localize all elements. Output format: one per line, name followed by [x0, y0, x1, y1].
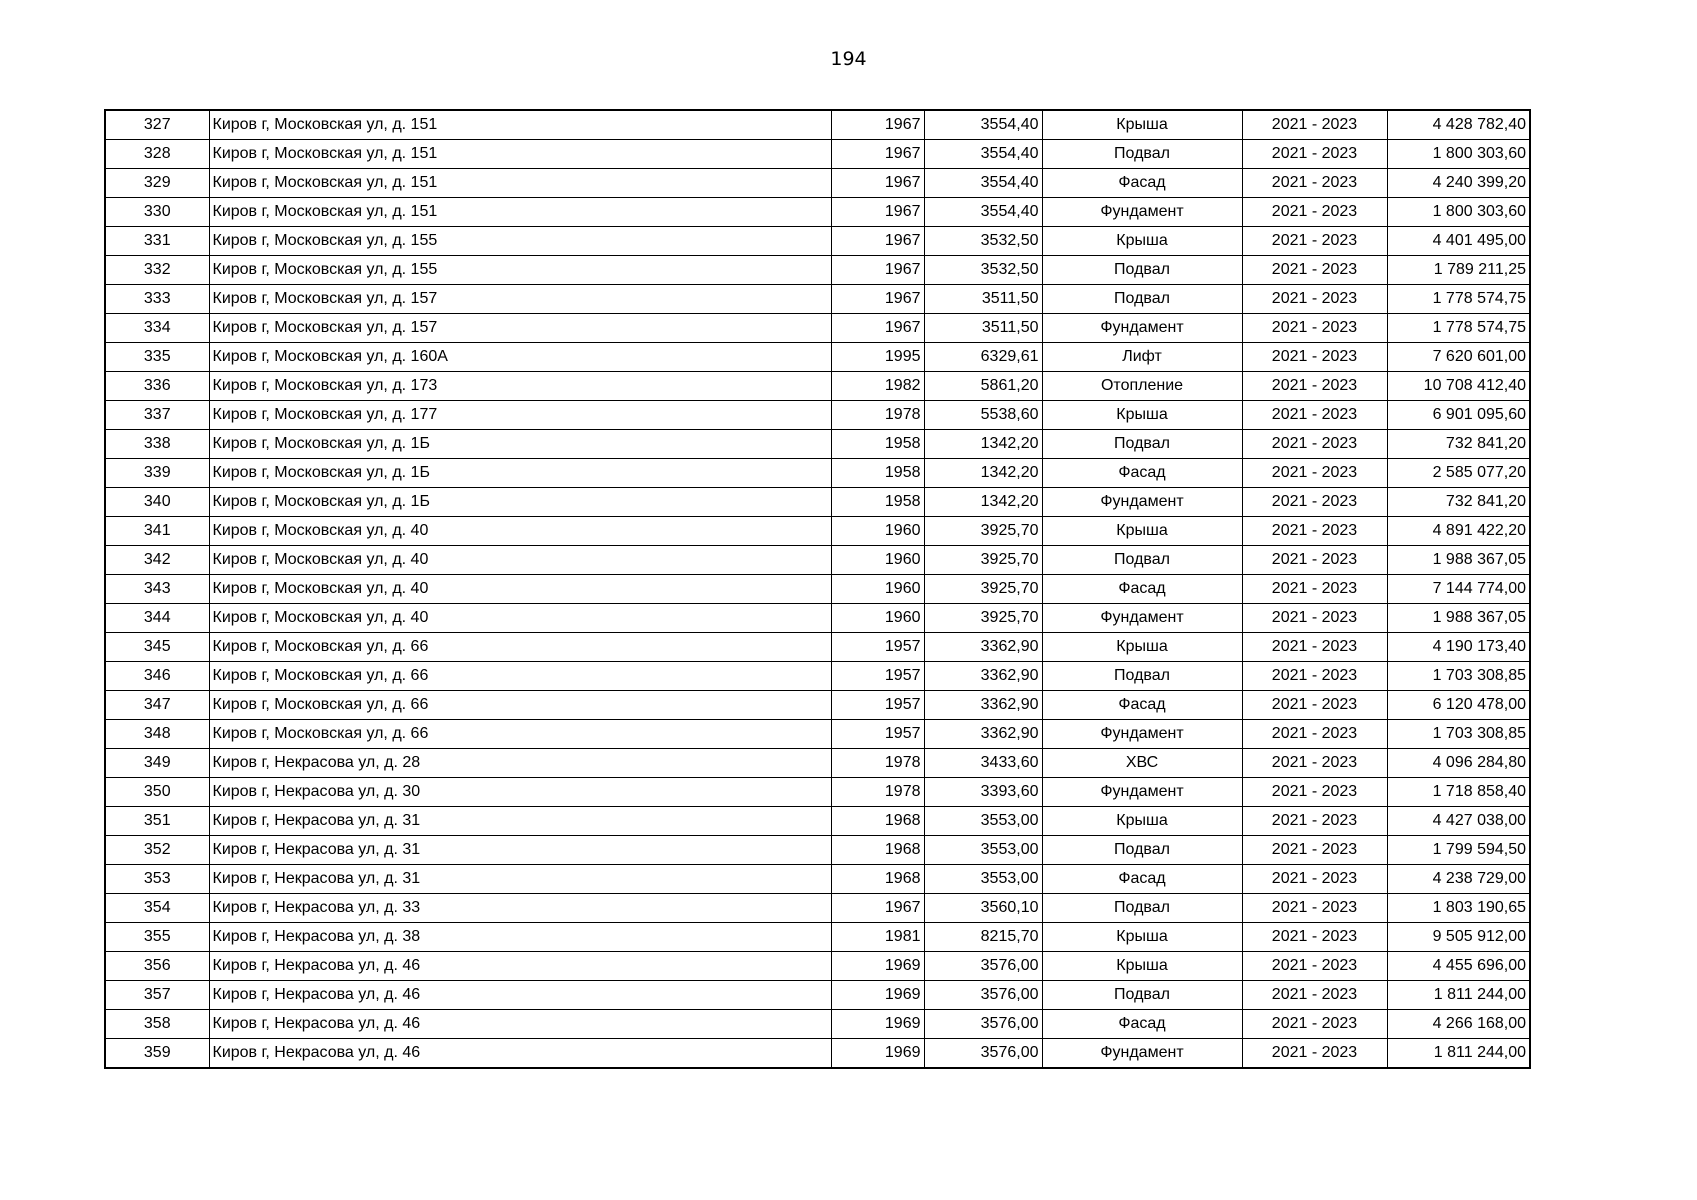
work-type-cell: Крыша — [1042, 633, 1242, 662]
cost-cell: 732 841,20 — [1387, 430, 1530, 459]
table-row — [105, 1039, 1530, 1069]
period-cell: 2021 - 2023 — [1242, 372, 1387, 401]
year-built-cell: 1960 — [831, 604, 924, 633]
area-cell: 1342,20 — [924, 430, 1042, 459]
row-number-cell: 345 — [105, 633, 209, 662]
row-number-cell: 357 — [105, 981, 209, 1010]
year-built-cell: 1968 — [831, 807, 924, 836]
address-cell: Киров г, Московская ул, д. 157 — [209, 285, 831, 314]
period-cell: 2021 - 2023 — [1242, 894, 1387, 923]
cost-cell: 1 718 858,40 — [1387, 778, 1530, 807]
cost-cell: 1 778 574,75 — [1387, 314, 1530, 343]
work-type-cell: Подвал — [1042, 140, 1242, 169]
row-number-cell: 358 — [105, 1010, 209, 1039]
area-cell: 3362,90 — [924, 691, 1042, 720]
area-cell: 3925,70 — [924, 546, 1042, 575]
period-cell: 2021 - 2023 — [1242, 1039, 1387, 1069]
cost-cell: 1 811 244,00 — [1387, 1039, 1530, 1069]
cost-cell: 4 427 038,00 — [1387, 807, 1530, 836]
period-cell: 2021 - 2023 — [1242, 923, 1387, 952]
address-cell: Киров г, Некрасова ул, д. 31 — [209, 836, 831, 865]
table-row — [105, 140, 1530, 169]
cost-cell: 1 789 211,25 — [1387, 256, 1530, 285]
area-cell: 3925,70 — [924, 517, 1042, 546]
table-row — [105, 865, 1530, 894]
row-number-cell: 328 — [105, 140, 209, 169]
period-cell: 2021 - 2023 — [1242, 604, 1387, 633]
table-row — [105, 198, 1530, 227]
row-number-cell: 349 — [105, 749, 209, 778]
period-cell: 2021 - 2023 — [1242, 633, 1387, 662]
area-cell: 3560,10 — [924, 894, 1042, 923]
table-row — [105, 546, 1530, 575]
area-cell: 3553,00 — [924, 865, 1042, 894]
table-row — [105, 488, 1530, 517]
period-cell: 2021 - 2023 — [1242, 227, 1387, 256]
cost-cell: 4 238 729,00 — [1387, 865, 1530, 894]
year-built-cell: 1958 — [831, 488, 924, 517]
year-built-cell: 1969 — [831, 1039, 924, 1069]
address-cell: Киров г, Московская ул, д. 155 — [209, 256, 831, 285]
row-number-cell: 338 — [105, 430, 209, 459]
area-cell: 3362,90 — [924, 633, 1042, 662]
year-built-cell: 1969 — [831, 1010, 924, 1039]
address-cell: Киров г, Некрасова ул, д. 46 — [209, 952, 831, 981]
year-built-cell: 1967 — [831, 227, 924, 256]
period-cell: 2021 - 2023 — [1242, 778, 1387, 807]
cost-cell: 1 799 594,50 — [1387, 836, 1530, 865]
address-cell: Киров г, Московская ул, д. 66 — [209, 691, 831, 720]
year-built-cell: 1957 — [831, 662, 924, 691]
work-type-cell: Фундамент — [1042, 198, 1242, 227]
work-type-cell: Лифт — [1042, 343, 1242, 372]
cost-cell: 4 891 422,20 — [1387, 517, 1530, 546]
cost-cell: 4 190 173,40 — [1387, 633, 1530, 662]
work-type-cell: ХВС — [1042, 749, 1242, 778]
area-cell: 3511,50 — [924, 285, 1042, 314]
table-row — [105, 981, 1530, 1010]
table-row — [105, 459, 1530, 488]
cost-cell: 4 428 782,40 — [1387, 110, 1530, 140]
row-number-cell: 337 — [105, 401, 209, 430]
work-type-cell: Крыша — [1042, 110, 1242, 140]
area-cell: 3925,70 — [924, 604, 1042, 633]
area-cell: 3554,40 — [924, 169, 1042, 198]
row-number-cell: 356 — [105, 952, 209, 981]
cost-cell: 4 401 495,00 — [1387, 227, 1530, 256]
cost-cell: 4 096 284,80 — [1387, 749, 1530, 778]
work-type-cell: Крыша — [1042, 923, 1242, 952]
row-number-cell: 333 — [105, 285, 209, 314]
year-built-cell: 1967 — [831, 314, 924, 343]
period-cell: 2021 - 2023 — [1242, 430, 1387, 459]
table-row — [105, 952, 1530, 981]
address-cell: Киров г, Некрасова ул, д. 46 — [209, 981, 831, 1010]
row-number-cell: 354 — [105, 894, 209, 923]
period-cell: 2021 - 2023 — [1242, 488, 1387, 517]
work-type-cell: Подвал — [1042, 430, 1242, 459]
year-built-cell: 1967 — [831, 256, 924, 285]
area-cell: 3511,50 — [924, 314, 1042, 343]
period-cell: 2021 - 2023 — [1242, 546, 1387, 575]
table-row — [105, 314, 1530, 343]
table-row — [105, 110, 1530, 140]
area-cell: 3554,40 — [924, 110, 1042, 140]
area-cell: 3576,00 — [924, 1039, 1042, 1069]
area-cell: 3532,50 — [924, 227, 1042, 256]
cost-cell: 7 620 601,00 — [1387, 343, 1530, 372]
area-cell: 3393,60 — [924, 778, 1042, 807]
table-row — [105, 227, 1530, 256]
period-cell: 2021 - 2023 — [1242, 285, 1387, 314]
row-number-cell: 359 — [105, 1039, 209, 1069]
work-type-cell: Фундамент — [1042, 314, 1242, 343]
address-cell: Киров г, Московская ул, д. 1Б — [209, 459, 831, 488]
area-cell: 3554,40 — [924, 140, 1042, 169]
cost-cell: 4 266 168,00 — [1387, 1010, 1530, 1039]
row-number-cell: 346 — [105, 662, 209, 691]
row-number-cell: 330 — [105, 198, 209, 227]
year-built-cell: 1957 — [831, 691, 924, 720]
address-cell: Киров г, Московская ул, д. 1Б — [209, 430, 831, 459]
address-cell: Киров г, Московская ул, д. 160А — [209, 343, 831, 372]
work-type-cell: Фундамент — [1042, 604, 1242, 633]
work-type-cell: Крыша — [1042, 952, 1242, 981]
period-cell: 2021 - 2023 — [1242, 720, 1387, 749]
area-cell: 3433,60 — [924, 749, 1042, 778]
year-built-cell: 1968 — [831, 836, 924, 865]
table-row — [105, 604, 1530, 633]
area-cell: 3576,00 — [924, 1010, 1042, 1039]
year-built-cell: 1982 — [831, 372, 924, 401]
row-number-cell: 344 — [105, 604, 209, 633]
period-cell: 2021 - 2023 — [1242, 836, 1387, 865]
work-type-cell: Фасад — [1042, 459, 1242, 488]
table-row — [105, 778, 1530, 807]
address-cell: Киров г, Московская ул, д. 177 — [209, 401, 831, 430]
year-built-cell: 1957 — [831, 720, 924, 749]
year-built-cell: 1960 — [831, 517, 924, 546]
period-cell: 2021 - 2023 — [1242, 343, 1387, 372]
address-cell: Киров г, Московская ул, д. 66 — [209, 662, 831, 691]
year-built-cell: 1960 — [831, 575, 924, 604]
year-built-cell: 1967 — [831, 198, 924, 227]
year-built-cell: 1978 — [831, 749, 924, 778]
period-cell: 2021 - 2023 — [1242, 865, 1387, 894]
work-type-cell: Фундамент — [1042, 1039, 1242, 1069]
table-row — [105, 836, 1530, 865]
address-cell: Киров г, Некрасова ул, д. 46 — [209, 1010, 831, 1039]
year-built-cell: 1978 — [831, 401, 924, 430]
address-cell: Киров г, Некрасова ул, д. 33 — [209, 894, 831, 923]
row-number-cell: 340 — [105, 488, 209, 517]
table-row — [105, 169, 1530, 198]
year-built-cell: 1967 — [831, 169, 924, 198]
period-cell: 2021 - 2023 — [1242, 981, 1387, 1010]
table-row — [105, 807, 1530, 836]
work-type-cell: Фундамент — [1042, 778, 1242, 807]
table-row — [105, 894, 1530, 923]
page-number: 194 — [830, 48, 867, 70]
area-cell: 3576,00 — [924, 981, 1042, 1010]
period-cell: 2021 - 2023 — [1242, 459, 1387, 488]
row-number-cell: 341 — [105, 517, 209, 546]
period-cell: 2021 - 2023 — [1242, 198, 1387, 227]
repair-schedule-table — [104, 109, 1531, 1069]
address-cell: Киров г, Московская ул, д. 157 — [209, 314, 831, 343]
year-built-cell: 1969 — [831, 952, 924, 981]
area-cell: 3925,70 — [924, 575, 1042, 604]
year-built-cell: 1960 — [831, 546, 924, 575]
year-built-cell: 1968 — [831, 865, 924, 894]
cost-cell: 1 703 308,85 — [1387, 662, 1530, 691]
work-type-cell: Фасад — [1042, 865, 1242, 894]
cost-cell: 1 778 574,75 — [1387, 285, 1530, 314]
address-cell: Киров г, Московская ул, д. 40 — [209, 517, 831, 546]
year-built-cell: 1995 — [831, 343, 924, 372]
area-cell: 3362,90 — [924, 662, 1042, 691]
table-row — [105, 662, 1530, 691]
row-number-cell: 350 — [105, 778, 209, 807]
year-built-cell: 1967 — [831, 894, 924, 923]
cost-cell: 2 585 077,20 — [1387, 459, 1530, 488]
work-type-cell: Подвал — [1042, 546, 1242, 575]
address-cell: Киров г, Московская ул, д. 40 — [209, 604, 831, 633]
row-number-cell: 339 — [105, 459, 209, 488]
work-type-cell: Подвал — [1042, 894, 1242, 923]
row-number-cell: 353 — [105, 865, 209, 894]
table-row — [105, 720, 1530, 749]
table-row — [105, 372, 1530, 401]
table-row — [105, 923, 1530, 952]
row-number-cell: 355 — [105, 923, 209, 952]
cost-cell: 7 144 774,00 — [1387, 575, 1530, 604]
area-cell: 5538,60 — [924, 401, 1042, 430]
row-number-cell: 335 — [105, 343, 209, 372]
table-row — [105, 633, 1530, 662]
area-cell: 3553,00 — [924, 807, 1042, 836]
work-type-cell: Крыша — [1042, 227, 1242, 256]
work-type-cell: Фасад — [1042, 691, 1242, 720]
address-cell: Киров г, Некрасова ул, д. 31 — [209, 807, 831, 836]
year-built-cell: 1967 — [831, 285, 924, 314]
cost-cell: 4 455 696,00 — [1387, 952, 1530, 981]
address-cell: Киров г, Московская ул, д. 151 — [209, 198, 831, 227]
work-type-cell: Крыша — [1042, 401, 1242, 430]
area-cell: 3532,50 — [924, 256, 1042, 285]
table-row — [105, 575, 1530, 604]
work-type-cell: Крыша — [1042, 807, 1242, 836]
period-cell: 2021 - 2023 — [1242, 256, 1387, 285]
address-cell: Киров г, Московская ул, д. 173 — [209, 372, 831, 401]
area-cell: 3576,00 — [924, 952, 1042, 981]
row-number-cell: 342 — [105, 546, 209, 575]
address-cell: Киров г, Некрасова ул, д. 46 — [209, 1039, 831, 1069]
work-type-cell: Фундамент — [1042, 720, 1242, 749]
period-cell: 2021 - 2023 — [1242, 575, 1387, 604]
address-cell: Киров г, Некрасова ул, д. 28 — [209, 749, 831, 778]
row-number-cell: 336 — [105, 372, 209, 401]
row-number-cell: 343 — [105, 575, 209, 604]
address-cell: Киров г, Московская ул, д. 151 — [209, 140, 831, 169]
row-number-cell: 334 — [105, 314, 209, 343]
table-row — [105, 285, 1530, 314]
period-cell: 2021 - 2023 — [1242, 401, 1387, 430]
year-built-cell: 1981 — [831, 923, 924, 952]
table-row — [105, 691, 1530, 720]
period-cell: 2021 - 2023 — [1242, 691, 1387, 720]
work-type-cell: Фасад — [1042, 1010, 1242, 1039]
period-cell: 2021 - 2023 — [1242, 110, 1387, 140]
address-cell: Киров г, Некрасова ул, д. 30 — [209, 778, 831, 807]
period-cell: 2021 - 2023 — [1242, 1010, 1387, 1039]
area-cell: 1342,20 — [924, 488, 1042, 517]
cost-cell: 6 901 095,60 — [1387, 401, 1530, 430]
work-type-cell: Крыша — [1042, 517, 1242, 546]
row-number-cell: 332 — [105, 256, 209, 285]
table-body — [105, 110, 1530, 1068]
work-type-cell: Фундамент — [1042, 488, 1242, 517]
address-cell: Киров г, Московская ул, д. 151 — [209, 110, 831, 140]
cost-cell: 1 800 303,60 — [1387, 198, 1530, 227]
period-cell: 2021 - 2023 — [1242, 807, 1387, 836]
address-cell: Киров г, Московская ул, д. 40 — [209, 546, 831, 575]
work-type-cell: Подвал — [1042, 662, 1242, 691]
address-cell: Киров г, Московская ул, д. 155 — [209, 227, 831, 256]
period-cell: 2021 - 2023 — [1242, 169, 1387, 198]
row-number-cell: 351 — [105, 807, 209, 836]
area-cell: 6329,61 — [924, 343, 1042, 372]
period-cell: 2021 - 2023 — [1242, 517, 1387, 546]
period-cell: 2021 - 2023 — [1242, 952, 1387, 981]
address-cell: Киров г, Московская ул, д. 66 — [209, 633, 831, 662]
year-built-cell: 1967 — [831, 110, 924, 140]
cost-cell: 732 841,20 — [1387, 488, 1530, 517]
work-type-cell: Отопление — [1042, 372, 1242, 401]
area-cell: 1342,20 — [924, 459, 1042, 488]
address-cell: Киров г, Некрасова ул, д. 31 — [209, 865, 831, 894]
period-cell: 2021 - 2023 — [1242, 749, 1387, 778]
year-built-cell: 1967 — [831, 140, 924, 169]
cost-cell: 4 240 399,20 — [1387, 169, 1530, 198]
area-cell: 8215,70 — [924, 923, 1042, 952]
work-type-cell: Подвал — [1042, 836, 1242, 865]
year-built-cell: 1958 — [831, 430, 924, 459]
cost-cell: 1 988 367,05 — [1387, 604, 1530, 633]
period-cell: 2021 - 2023 — [1242, 314, 1387, 343]
row-number-cell: 348 — [105, 720, 209, 749]
area-cell: 3553,00 — [924, 836, 1042, 865]
table-row — [105, 343, 1530, 372]
address-cell: Киров г, Московская ул, д. 40 — [209, 575, 831, 604]
table-row — [105, 401, 1530, 430]
year-built-cell: 1957 — [831, 633, 924, 662]
address-cell: Киров г, Московская ул, д. 151 — [209, 169, 831, 198]
table-row — [105, 517, 1530, 546]
work-type-cell: Подвал — [1042, 285, 1242, 314]
cost-cell: 1 988 367,05 — [1387, 546, 1530, 575]
cost-cell: 1 800 303,60 — [1387, 140, 1530, 169]
cost-cell: 10 708 412,40 — [1387, 372, 1530, 401]
area-cell: 3554,40 — [924, 198, 1042, 227]
row-number-cell: 347 — [105, 691, 209, 720]
year-built-cell: 1978 — [831, 778, 924, 807]
period-cell: 2021 - 2023 — [1242, 140, 1387, 169]
work-type-cell: Фасад — [1042, 169, 1242, 198]
area-cell: 5861,20 — [924, 372, 1042, 401]
work-type-cell: Подвал — [1042, 256, 1242, 285]
address-cell: Киров г, Московская ул, д. 1Б — [209, 488, 831, 517]
table-row — [105, 749, 1530, 778]
cost-cell: 1 703 308,85 — [1387, 720, 1530, 749]
area-cell: 3362,90 — [924, 720, 1042, 749]
year-built-cell: 1958 — [831, 459, 924, 488]
year-built-cell: 1969 — [831, 981, 924, 1010]
cost-cell: 6 120 478,00 — [1387, 691, 1530, 720]
row-number-cell: 331 — [105, 227, 209, 256]
table-row — [105, 1010, 1530, 1039]
address-cell: Киров г, Некрасова ул, д. 38 — [209, 923, 831, 952]
table-row — [105, 430, 1530, 459]
period-cell: 2021 - 2023 — [1242, 662, 1387, 691]
row-number-cell: 329 — [105, 169, 209, 198]
row-number-cell: 352 — [105, 836, 209, 865]
table-row — [105, 256, 1530, 285]
cost-cell: 1 811 244,00 — [1387, 981, 1530, 1010]
address-cell: Киров г, Московская ул, д. 66 — [209, 720, 831, 749]
cost-cell: 9 505 912,00 — [1387, 923, 1530, 952]
work-type-cell: Фасад — [1042, 575, 1242, 604]
row-number-cell: 327 — [105, 110, 209, 140]
cost-cell: 1 803 190,65 — [1387, 894, 1530, 923]
work-type-cell: Подвал — [1042, 981, 1242, 1010]
